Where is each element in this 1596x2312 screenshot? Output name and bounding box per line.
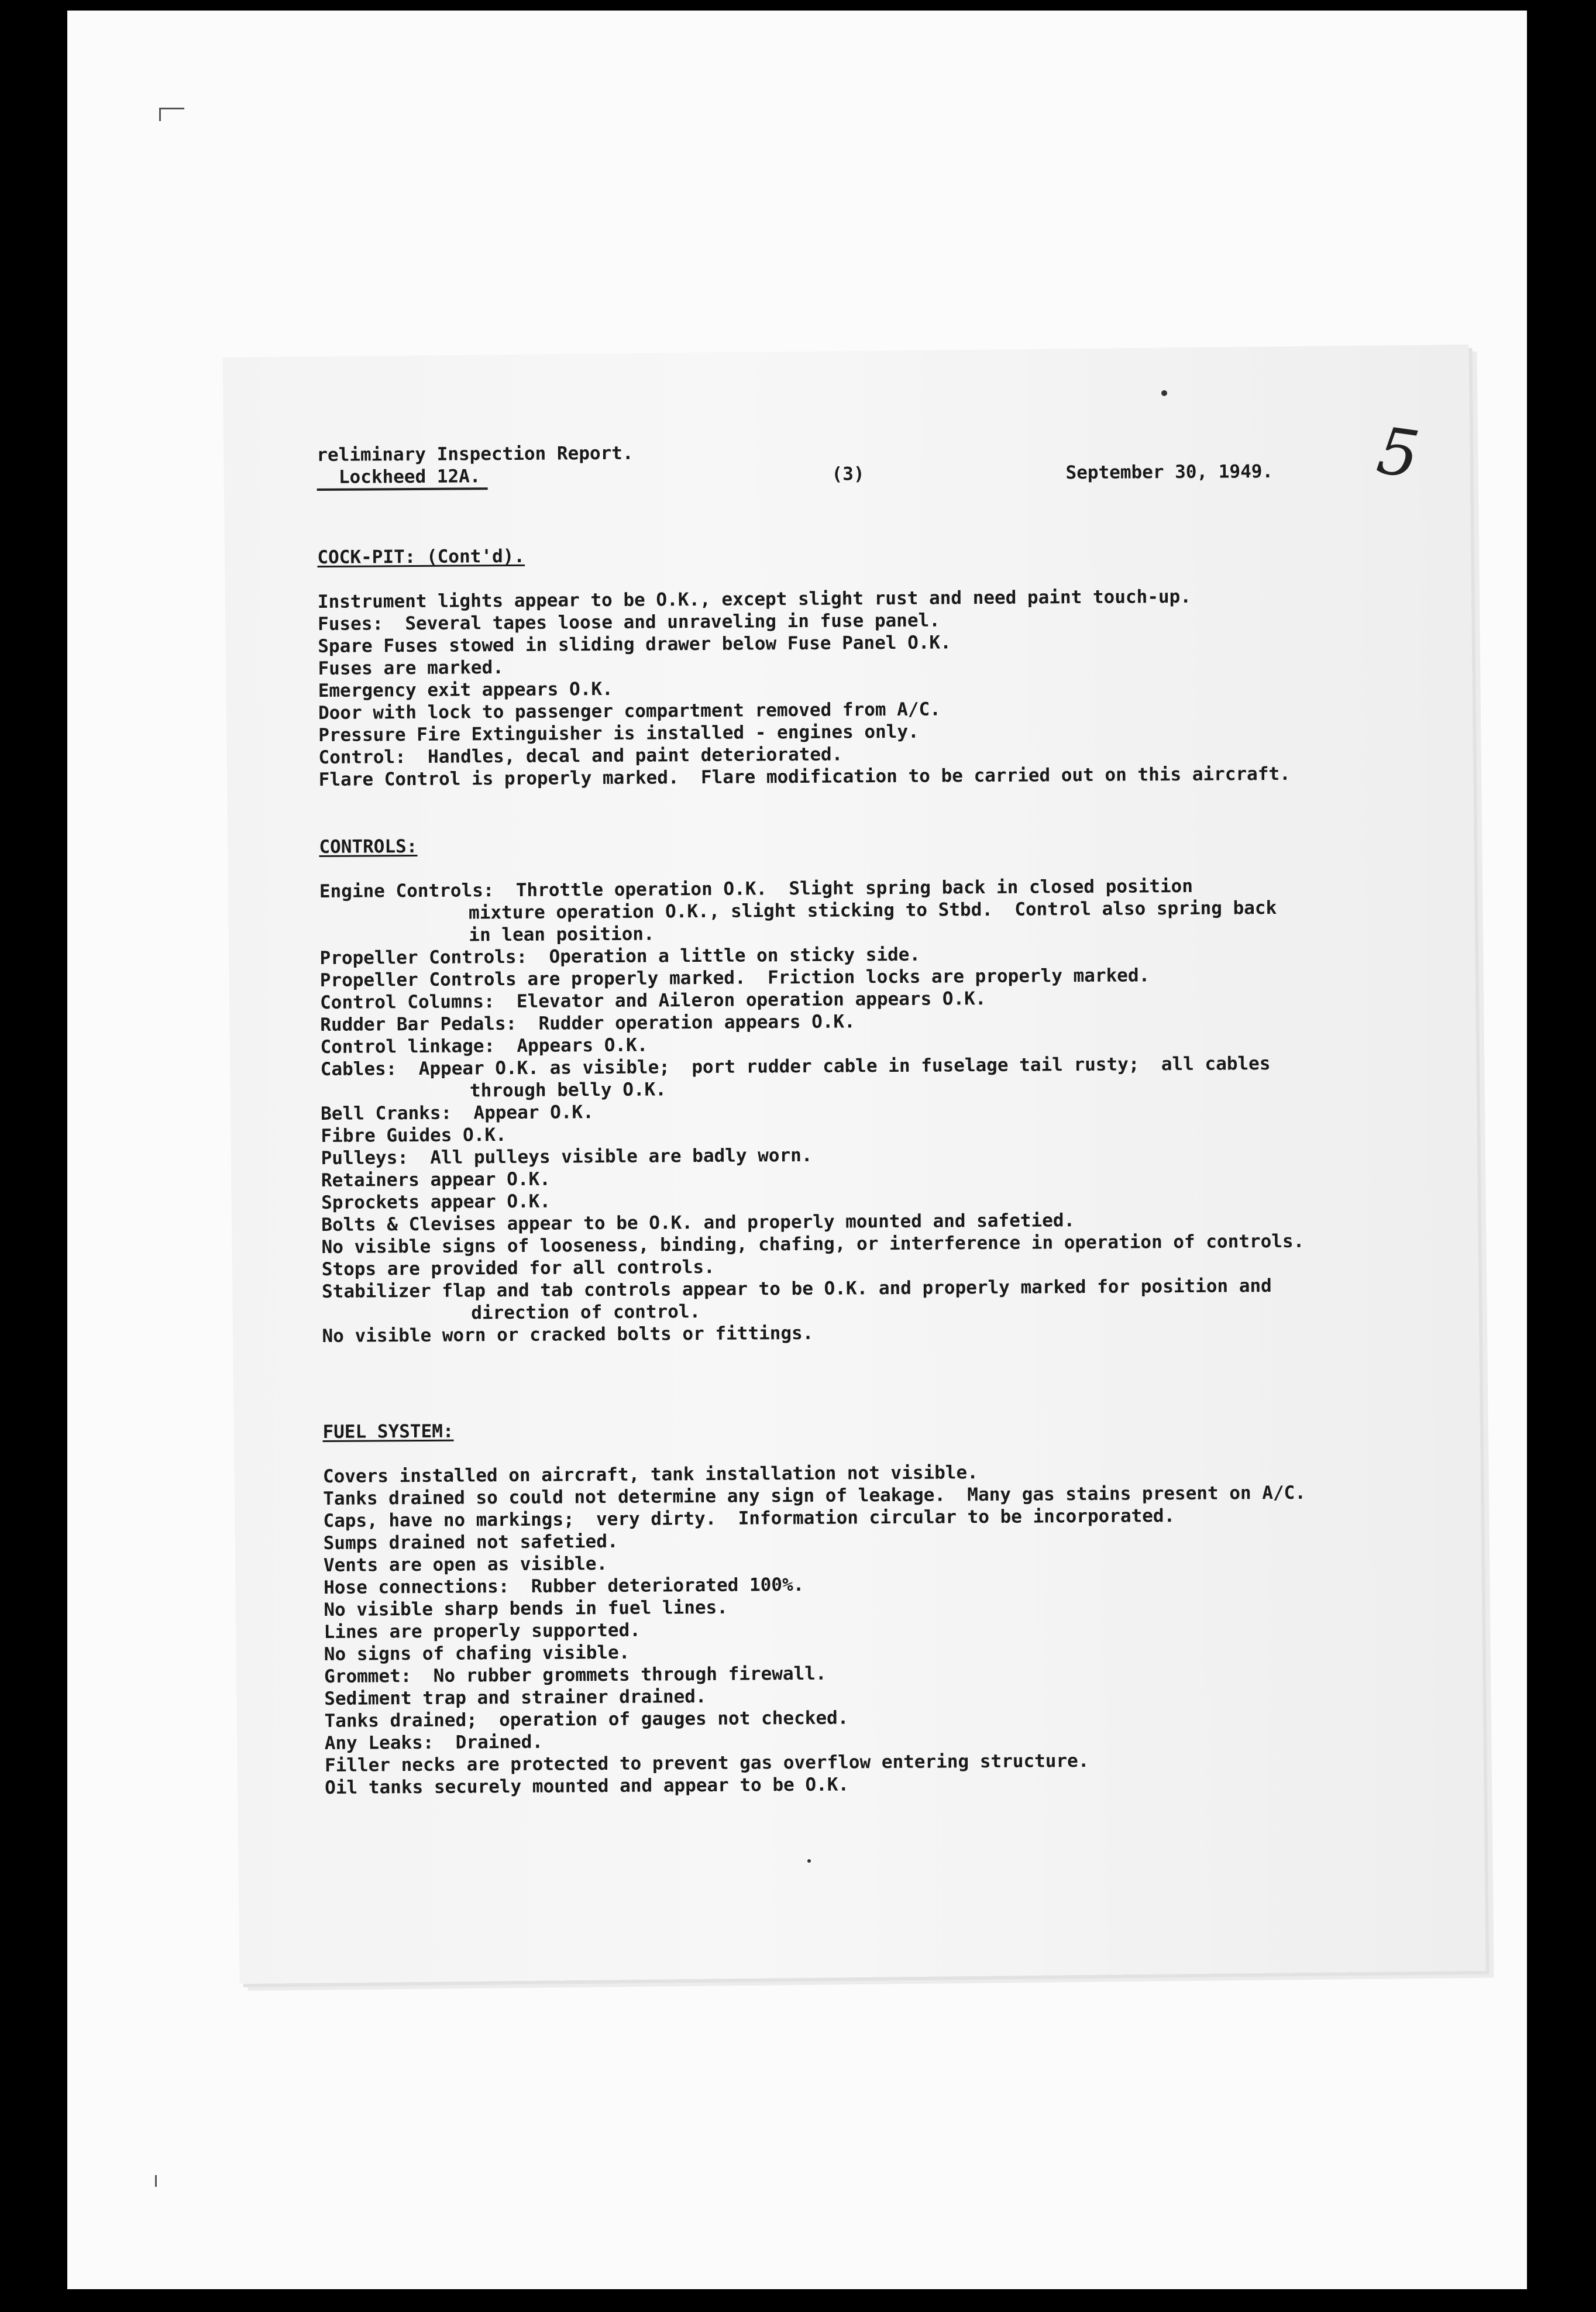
report-line: Covers installed on aircraft, tank installation not visible.: [322, 1462, 978, 1487]
report-line: direction of control.: [471, 1301, 701, 1324]
report-line: Stabilizer flap and tab controls appear to be O.K. and properly marked for position and: [321, 1275, 1272, 1302]
section-body: [318, 584, 1460, 791]
report-line: Instrument lights appear to be O.K., except slight rust and need paint touch-up.: [317, 586, 1192, 613]
report-line: Fuses are marked.: [318, 657, 504, 680]
report-line: Stops are provided for all controls.: [321, 1256, 715, 1280]
page-number: (3): [831, 463, 865, 485]
section-controls: [319, 829, 1463, 1347]
report-line: Caps, have no markings; very dirty. Information circular to be incorporated.: [323, 1505, 1175, 1532]
section-heading-cockpit: COCK-PIT: (Cont'd).: [317, 545, 525, 569]
report-line: Vents are open as visible.: [323, 1553, 608, 1576]
report-line: Oil tanks securely mounted and appear to be O.K.: [325, 1774, 849, 1798]
report-line: Filler necks are protected to prevent gas overflow entering structure.: [324, 1750, 1089, 1776]
report-line: Fuses: Several tapes loose and unraveling in fuse panel.: [317, 610, 941, 635]
report-line: Sprockets appear O.K.: [321, 1191, 551, 1213]
frame-corner-mark: [155, 2175, 174, 2187]
report-line: Bell Cranks: Appear O.K.: [321, 1102, 594, 1124]
report-date: September 30, 1949.: [1065, 461, 1274, 484]
section-body: [319, 873, 1463, 1347]
handwritten-page-mark: 5: [1373, 412, 1424, 493]
report-line: Tanks drained; operation of gauges not checked.: [324, 1707, 849, 1732]
frame-corner-mark: [159, 108, 184, 121]
report-line: Bolts & Clevises appear to be O.K. and properly mounted and safetied.: [321, 1210, 1075, 1236]
aircraft-model: Lockheed 12A.: [317, 465, 487, 491]
report-line: Cables: Appear O.K. as visible; port rudder cable in fuselage tail rusty; all cables: [320, 1053, 1271, 1080]
report-line: No visible sharp bends in fuel lines.: [324, 1597, 728, 1621]
report-line: Lines are properly supported.: [324, 1619, 641, 1643]
section-fuel-system: [322, 1414, 1466, 1799]
report-line: mixture operation O.K., slight sticking to Stbd. Control also spring back: [469, 897, 1277, 924]
report-header: [317, 437, 1428, 491]
report-line: in lean position.: [469, 923, 655, 946]
report-line: Tanks drained so could not determine any sign of leakage. Many gas stains present on A/C.: [323, 1482, 1306, 1509]
report-line: Control: Handles, decal and paint deteriorated.: [318, 744, 843, 769]
report-line: Propeller Controls: Operation a little on sticky side.: [319, 944, 921, 969]
report-line: No signs of chafing visible.: [324, 1642, 630, 1665]
report-line: through belly O.K.: [469, 1079, 667, 1102]
report-line: Retainers appear O.K.: [321, 1168, 551, 1191]
report-line: Fibre Guides O.K.: [321, 1124, 507, 1147]
section-heading-controls: CONTROLS:: [319, 835, 418, 858]
report-line: Hose connections: Rubber deteriorated 100%.: [324, 1574, 804, 1598]
report-line: Any Leaks: Drained.: [324, 1731, 544, 1754]
report-line: Pressure Fire Extinguisher is installed - engines only.: [318, 721, 919, 746]
report-line: Control linkage: Appears O.K.: [320, 1034, 648, 1058]
report-line: No visible signs of looseness, binding, chafing, or interference in operation of controls.: [321, 1230, 1305, 1258]
report-line: Spare Fuses stowed in sliding drawer below Fuse Panel O.K.: [318, 632, 951, 658]
scan-speck: [1161, 390, 1167, 396]
report-line: Sediment trap and strainer drained.: [324, 1685, 707, 1709]
report-line: Door with lock to passenger compartment removed from A/C.: [318, 699, 941, 724]
report-line: Grommet: No rubber grommets through firewall.: [324, 1663, 827, 1687]
document-page: [222, 320, 1484, 1966]
section-cockpit: [317, 539, 1460, 791]
report-line: Propeller Controls are properly marked. Friction locks are properly marked.: [319, 965, 1150, 992]
report-line: Engine Controls: Throttle operation O.K. Slight spring back in closed position: [319, 875, 1193, 903]
scan-speck: [807, 1859, 811, 1863]
report-line: Sumps drained not safetied.: [323, 1530, 618, 1554]
section-body: [323, 1458, 1466, 1799]
report-line: Flare Control is properly marked. Flare modification to be carried out on this aircraft.: [318, 763, 1291, 791]
report-title: reliminary Inspection Report.: [317, 442, 634, 466]
report-line: Control Columns: Elevator and Aileron operation appears O.K.: [319, 988, 986, 1014]
report-line: No visible worn or cracked bolts or fittings.: [322, 1322, 814, 1347]
report-line: Emergency exit appears O.K.: [318, 678, 613, 702]
section-heading-fuel-system: FUEL SYSTEM:: [322, 1420, 454, 1443]
report-line: Rudder Bar Pedals: Rudder operation appears O.K.: [320, 1011, 855, 1035]
report-line: Pulleys: All pulleys visible are badly worn.: [321, 1144, 813, 1169]
